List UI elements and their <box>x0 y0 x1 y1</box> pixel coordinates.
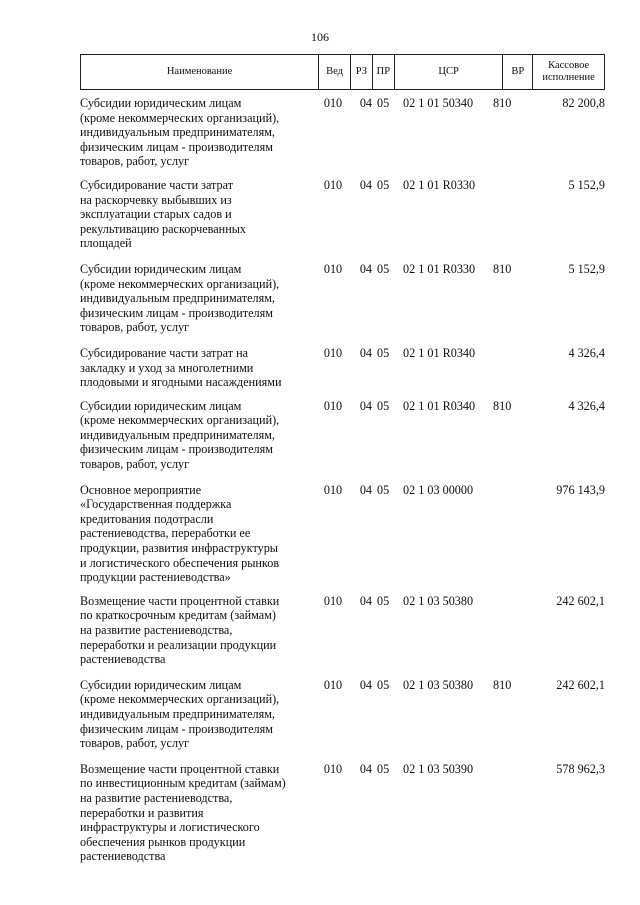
row-name <box>80 762 318 864</box>
row-cash: 5 152,9 <box>568 261 605 276</box>
row-cash: 976 143,9 <box>556 482 605 497</box>
row-name-line: физическим лицам - производителям <box>80 139 273 154</box>
row-vr: 810 <box>493 261 512 276</box>
row-ved: 010 <box>323 96 343 110</box>
table-row <box>80 762 605 864</box>
row-name-line: товаров, работ, услуг <box>80 457 190 472</box>
row-name-line: индивидуальным предпринимателям, <box>80 125 275 140</box>
row-name-line: (кроме некоммерческих организаций), <box>80 110 280 125</box>
row-csr: 02 1 03 50390 <box>403 761 474 776</box>
row-ved: 010 <box>323 177 343 192</box>
row-name-line: Субсидии юридическим лицам <box>80 96 242 110</box>
header-pr: ПР <box>372 55 394 89</box>
row-cash: 4 326,4 <box>568 345 605 360</box>
row-name-line: индивидуальным предпринимателям, <box>80 291 275 306</box>
row-name-line: Основное мероприятие <box>80 482 202 497</box>
table-row <box>80 262 605 335</box>
row-csr: 02 1 03 50380 <box>403 593 474 608</box>
row-rz: 04 <box>359 593 372 608</box>
row-cash: 242 602,1 <box>556 677 605 692</box>
row-ved: 010 <box>323 345 343 360</box>
row-vr <box>493 594 521 667</box>
row-name-line: (кроме некоммерческих организаций), <box>80 692 280 707</box>
row-name <box>80 178 318 251</box>
row-cash: 242 602,1 <box>556 593 605 608</box>
row-ved: 010 <box>323 593 343 608</box>
header-rz: РЗ <box>350 55 372 89</box>
row-rz: 04 <box>359 482 372 497</box>
row-name-line: (кроме некоммерческих организаций), <box>80 413 280 428</box>
row-name-line: растениеводства <box>80 849 166 864</box>
row-csr: 02 1 01 50340 <box>403 96 474 110</box>
page-number: 106 <box>311 30 329 44</box>
table-row <box>80 594 605 667</box>
row-rz: 04 <box>359 345 372 360</box>
row-name-line: плодовыми и ягодными насаждениями <box>80 375 282 390</box>
row-name-line: площадей <box>80 236 132 251</box>
row-cash: 4 326,4 <box>568 398 605 413</box>
table-row <box>80 678 605 751</box>
row-name-line: эксплуатации старых садов и <box>80 207 232 222</box>
row-name-line: Субсидии юридическим лицам <box>80 398 242 413</box>
row-csr: 02 1 01 R0330 <box>403 177 476 192</box>
row-name-line: обеспечения рынков продукции <box>80 834 246 849</box>
header-ved: Вед <box>318 55 350 89</box>
row-csr: 02 1 01 R0330 <box>403 261 476 276</box>
row-name-line: товаров, работ, услуг <box>80 320 190 335</box>
row-name-line: растениеводства, переработки ее <box>80 526 251 541</box>
row-vr <box>493 346 521 390</box>
table-row <box>80 96 605 169</box>
row-pr: 05 <box>377 677 390 692</box>
row-name-line: Субсидирование части затрат <box>80 177 234 192</box>
row-ved: 010 <box>323 677 343 692</box>
table-header <box>80 54 605 90</box>
row-pr: 05 <box>377 593 390 608</box>
row-name <box>80 483 318 585</box>
row-name-line: рекультивацию раскорчеванных <box>80 221 246 236</box>
row-name-line: переработки и развития <box>80 805 204 820</box>
row-rz: 04 <box>359 677 372 692</box>
row-vr: 810 <box>493 677 512 692</box>
row-name-line: товаров, работ, услуг <box>80 154 190 169</box>
row-cash: 5 152,9 <box>568 177 605 192</box>
row-vr <box>493 178 521 251</box>
row-name-line: Возмещение части процентной ставки <box>80 761 280 776</box>
row-cash: 82 200,8 <box>562 96 605 110</box>
row-pr: 05 <box>377 482 390 497</box>
row-name-line: Субсидии юридическим лицам <box>80 261 242 276</box>
row-name <box>80 346 318 390</box>
row-pr: 05 <box>377 177 390 192</box>
row-csr: 02 1 03 50380 <box>403 677 474 692</box>
row-cash: 578 962,3 <box>556 761 605 776</box>
row-name <box>80 96 318 169</box>
header-vr: ВР <box>502 55 532 89</box>
row-ved: 010 <box>323 261 343 276</box>
row-vr: 810 <box>493 96 512 110</box>
row-name-line: по инвестиционным кредитам (займам) <box>80 776 286 791</box>
row-name-line: товаров, работ, услуг <box>80 736 190 751</box>
row-name-line: «Государственная поддержка <box>80 497 232 512</box>
row-vr <box>493 762 521 864</box>
row-name-line: инфраструктуры и логистического <box>80 820 260 835</box>
row-name <box>80 678 318 751</box>
row-pr: 05 <box>377 345 390 360</box>
row-ved: 010 <box>323 482 343 497</box>
row-name-line: индивидуальным предпринимателям, <box>80 706 275 721</box>
row-name-line: и логистического обеспечения рынков <box>80 555 280 570</box>
row-rz: 04 <box>359 177 372 192</box>
row-csr: 02 1 03 00000 <box>403 482 474 497</box>
row-pr: 05 <box>377 261 390 276</box>
header-name: Наименование <box>166 65 233 77</box>
row-name-line: на раскорчевку выбывших из <box>80 192 232 207</box>
row-rz: 04 <box>359 96 372 110</box>
row-name-line: (кроме некоммерческих организаций), <box>80 276 280 291</box>
table-row <box>80 346 605 390</box>
table-row <box>80 178 605 251</box>
row-name <box>80 594 318 667</box>
row-name-line: переработки и реализации продукции <box>80 637 277 652</box>
row-rz: 04 <box>359 398 372 413</box>
row-pr: 05 <box>377 761 390 776</box>
row-vr <box>493 483 521 585</box>
table-body <box>80 96 605 864</box>
row-vr: 810 <box>493 398 512 413</box>
row-rz: 04 <box>359 761 372 776</box>
row-csr: 02 1 01 R0340 <box>403 398 476 413</box>
row-name-line: на развитие растениеводства, <box>80 790 233 805</box>
row-name-line: продукции растениеводства» <box>80 570 231 585</box>
row-pr: 05 <box>377 398 390 413</box>
row-csr: 02 1 01 R0340 <box>403 345 476 360</box>
row-name <box>80 262 318 335</box>
row-name-line: кредитования подотрасли <box>80 511 214 526</box>
table-row <box>80 399 605 472</box>
row-name-line: Субсидии юридическим лицам <box>80 677 242 692</box>
row-name-line: Возмещение части процентной ставки <box>80 593 280 608</box>
table-row <box>80 483 605 585</box>
row-name-line: по краткосрочным кредитам (займам) <box>80 608 276 623</box>
row-name-line: Субсидирование части затрат на <box>80 345 249 360</box>
row-name-line: закладку и уход за многолетними <box>80 360 254 375</box>
row-name-line: физическим лицам - производителям <box>80 305 273 320</box>
row-name-line: физическим лицам - производителям <box>80 721 273 736</box>
row-name <box>80 399 318 472</box>
row-name-line: продукции, развития инфраструктуры <box>80 541 278 556</box>
row-rz: 04 <box>359 261 372 276</box>
header-csr: ЦСР <box>394 55 503 89</box>
row-name-line: физическим лицам - производителям <box>80 442 273 457</box>
row-pr: 05 <box>377 96 390 110</box>
row-name-line: на развитие растениеводства, <box>80 623 233 637</box>
row-name-line: растениеводства <box>80 652 166 667</box>
row-name-line: индивидуальным предпринимателям, <box>80 427 275 442</box>
header-cash: Кассовое исполнение <box>532 55 604 89</box>
row-ved: 010 <box>323 398 343 413</box>
row-ved: 010 <box>323 761 343 776</box>
